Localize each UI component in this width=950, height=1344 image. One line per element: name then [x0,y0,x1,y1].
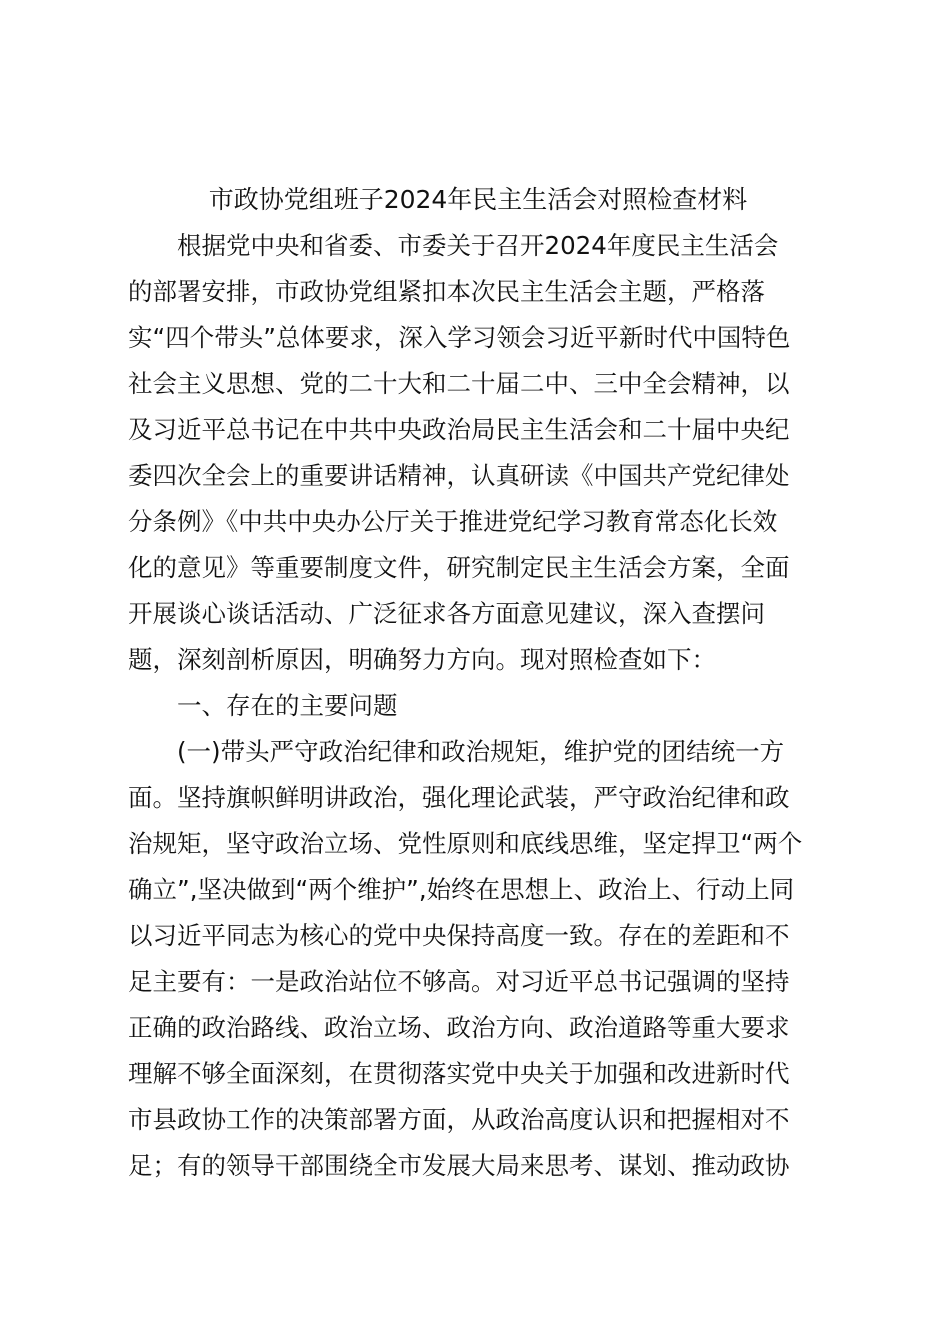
paragraph-line: 社会主义思想、党的二十大和二十届二中、三中全会精神，以 [128,369,790,398]
paragraph-line: 化的意见》等重要制度文件，研究制定民主生活会方案，全面 [128,553,790,582]
paragraph-line: 委四次全会上的重要讲话精神，认真研读《中国共产党纪律处 [128,461,790,490]
paragraph-line: 治规矩，坚守政治立场、党性原则和底线思维，坚定捍卫“两个 [128,829,803,858]
paragraph-line: 实“四个带头”总体要求，深入学习领会习近平新时代中国特色 [128,323,791,352]
section-heading: 一、存在的主要问题 [177,691,398,720]
paragraph-line: 确立”,坚决做到“两个维护”,始终在思想上、政治上、行动上同 [128,875,795,904]
paragraph-line: 足主要有：一是政治站位不够高。对习近平总书记强调的坚持 [128,967,790,996]
paragraph-line: 开展谈心谈话活动、广泛征求各方面意见建议，深入查摆问 [128,599,765,628]
paragraph-line: 以习近平同志为核心的党中央保持高度一致。存在的差距和不 [128,921,790,950]
paragraph-line: 分条例》《中共中央办公厅关于推进党纪学习教育常态化长效 [128,507,778,536]
paragraph-line: 的部署安排，市政协党组紧扣本次民主生活会主题，严格落 [128,277,765,306]
paragraph-line: 理解不够全面深刻，在贯彻落实党中央关于加强和改进新时代 [128,1059,790,1088]
paragraph-line: 足；有的领导干部围绕全市发展大局来思考、谋划、推动政协 [128,1151,790,1180]
paragraph-line: 及习近平总书记在中共中央政治局民主生活会和二十届中央纪 [128,415,790,444]
paragraph-line: 市县政协工作的决策部署方面，从政治高度认识和把握相对不 [128,1105,790,1134]
paragraph-line: 面。坚持旗帜鲜明讲政治，强化理论武装，严守政治纪律和政 [128,783,790,812]
paragraph-line: (一)带头严守政治纪律和政治规矩，维护党的团结统一方 [177,737,785,766]
document-title: 市政协党组班子2024年民主生活会对照检查材料 [208,185,748,214]
paragraph-line: 题，深刻剖析原因，明确努力方向。现对照检查如下： [128,645,716,674]
paragraph-line: 正确的政治路线、政治立场、政治方向、政治道路等重大要求 [128,1013,790,1042]
paragraph-line: 根据党中央和省委、市委关于召开2024年度民主生活会 [177,231,779,260]
